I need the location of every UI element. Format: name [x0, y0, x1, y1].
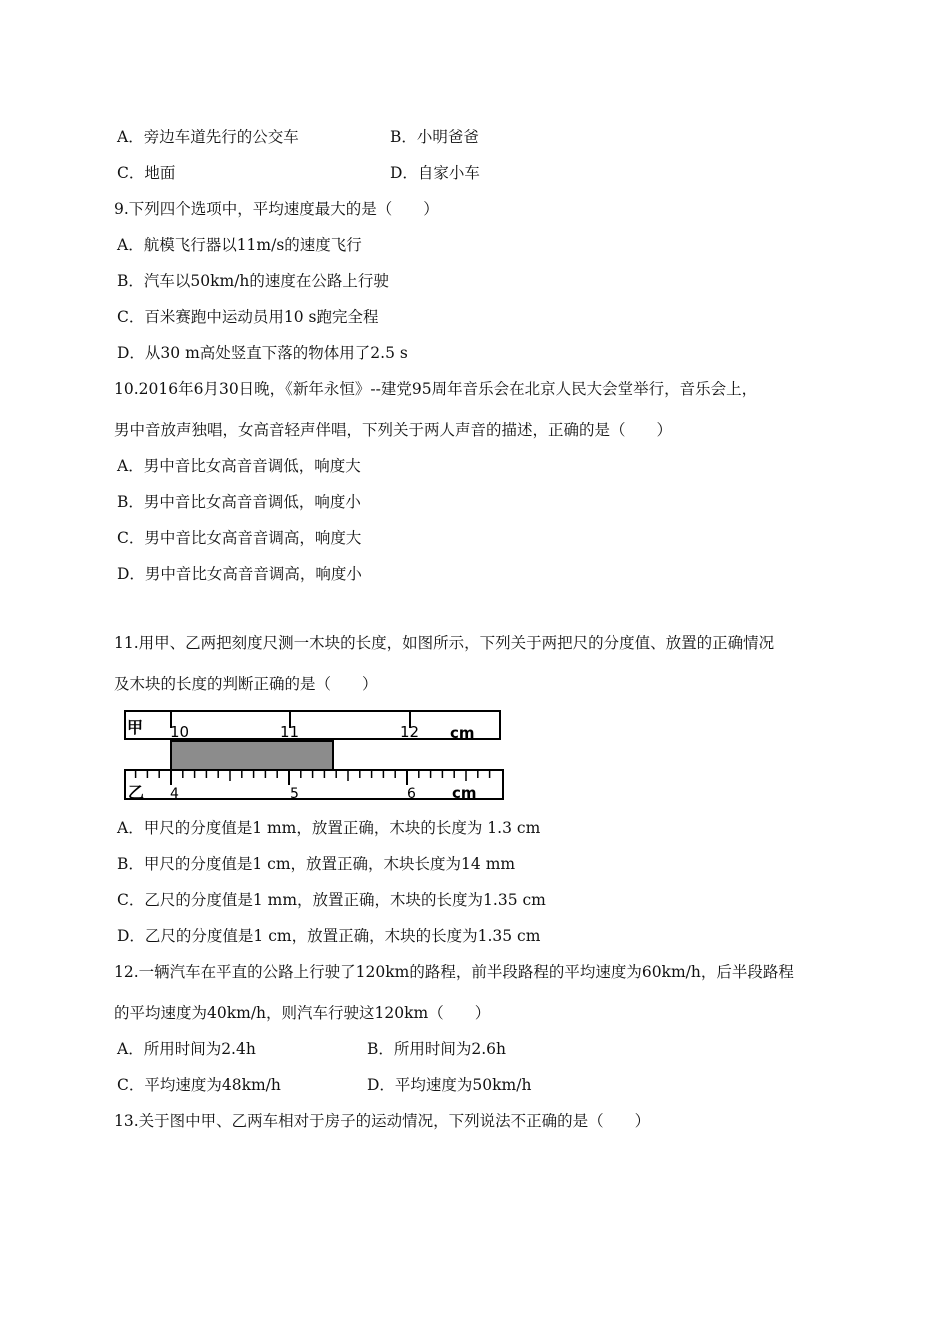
- q9-stem: 9.下列四个选项中，平均速度最大的是（ ）: [114, 200, 439, 218]
- q11-option-b: B．甲尺的分度值是1 cm，放置正确，木块长度为14 mm: [117, 855, 516, 873]
- ruler-b-label-5: 5: [290, 786, 299, 802]
- q10-option-d: D．男中音比女高音音调高，响度小: [117, 565, 362, 583]
- q9-option-a: A．航模飞行器以11m/s的速度飞行: [117, 236, 362, 254]
- q10-option-c: C．男中音比女高音音调高，响度大: [117, 529, 362, 547]
- q9-option-d: D．从30 m高处竖直下落的物体用了2.5 s: [117, 344, 408, 362]
- q10-stem-line1: 10.2016年6月30日晚，《新年永恒》--建党95周年音乐会在北京人民大会堂举行，音乐会上，: [114, 380, 758, 398]
- q10-option-b: B．男中音比女高音音调低，响度小: [117, 493, 361, 511]
- q11-option-a: A．甲尺的分度值是1 mm，放置正确，木块的长度为 1.3 cm: [117, 819, 541, 837]
- q8-option-d: D．自家小车: [390, 164, 480, 182]
- q12-stem-line2: 的平均速度为40km/h，则汽车行驶这120km（ ）: [114, 1004, 491, 1022]
- q11-option-d: D．乙尺的分度值是1 cm，放置正确，木块的长度为1.35 cm: [117, 927, 541, 945]
- ruler-b-name: 乙: [128, 783, 145, 802]
- q11-stem-line2: 及木块的长度的判断正确的是（ ）: [114, 675, 378, 693]
- ruler-diagram: [120, 706, 510, 804]
- q12-option-c: C．平均速度为48km/h: [117, 1076, 281, 1094]
- ruler-b-label-6: 6: [407, 786, 416, 802]
- q9-option-b: B．汽车以50km/h的速度在公路上行驶: [117, 272, 389, 290]
- ruler-a-label-10: 10: [170, 723, 190, 741]
- ruler-b-label-4: 4: [170, 786, 179, 802]
- q8-option-c: C．地面: [117, 164, 176, 182]
- q13-stem: 13.关于图中甲、乙两车相对于房子的运动情况，下列说法不正确的是（ ）: [114, 1112, 651, 1130]
- ruler-figure: [120, 706, 510, 804]
- ruler-b-unit: cm: [452, 784, 477, 802]
- q9-option-c: C．百米赛跑中运动员用10 s跑完全程: [117, 308, 379, 326]
- q11-stem-line1: 11.用甲、乙两把刻度尺测一木块的长度，如图所示，下列关于两把尺的分度值、放置的正确情况: [114, 634, 775, 652]
- q12-option-b: B．所用时间为2.6h: [367, 1040, 507, 1058]
- q11-option-c: C．乙尺的分度值是1 mm，放置正确，木块的长度为1.35 cm: [117, 891, 546, 909]
- ruler-a-label-11: 11: [280, 723, 300, 741]
- q10-option-a: A．男中音比女高音音调低，响度大: [117, 457, 361, 475]
- ruler-a-label-12: 12: [400, 723, 420, 741]
- q8-option-a: A．旁边车道先行的公交车: [117, 128, 299, 146]
- wood-block: [171, 741, 333, 770]
- q10-stem-line2: 男中音放声独唱，女高音轻声伴唱，下列关于两人声音的描述，正确的是（ ）: [114, 421, 673, 439]
- q8-option-b: B．小明爸爸: [390, 128, 479, 146]
- ruler-a-name: 甲: [127, 718, 144, 737]
- ruler-b-body: [125, 770, 503, 799]
- q12-option-a: A．所用时间为2.4h: [117, 1040, 256, 1058]
- q12-option-d: D．平均速度为50km/h: [367, 1076, 532, 1094]
- ruler-a-unit: cm: [450, 724, 475, 742]
- q12-stem-line1: 12.一辆汽车在平直的公路上行驶了120km的路程，前半段路程的平均速度为60km/h，后半段路程: [114, 963, 794, 981]
